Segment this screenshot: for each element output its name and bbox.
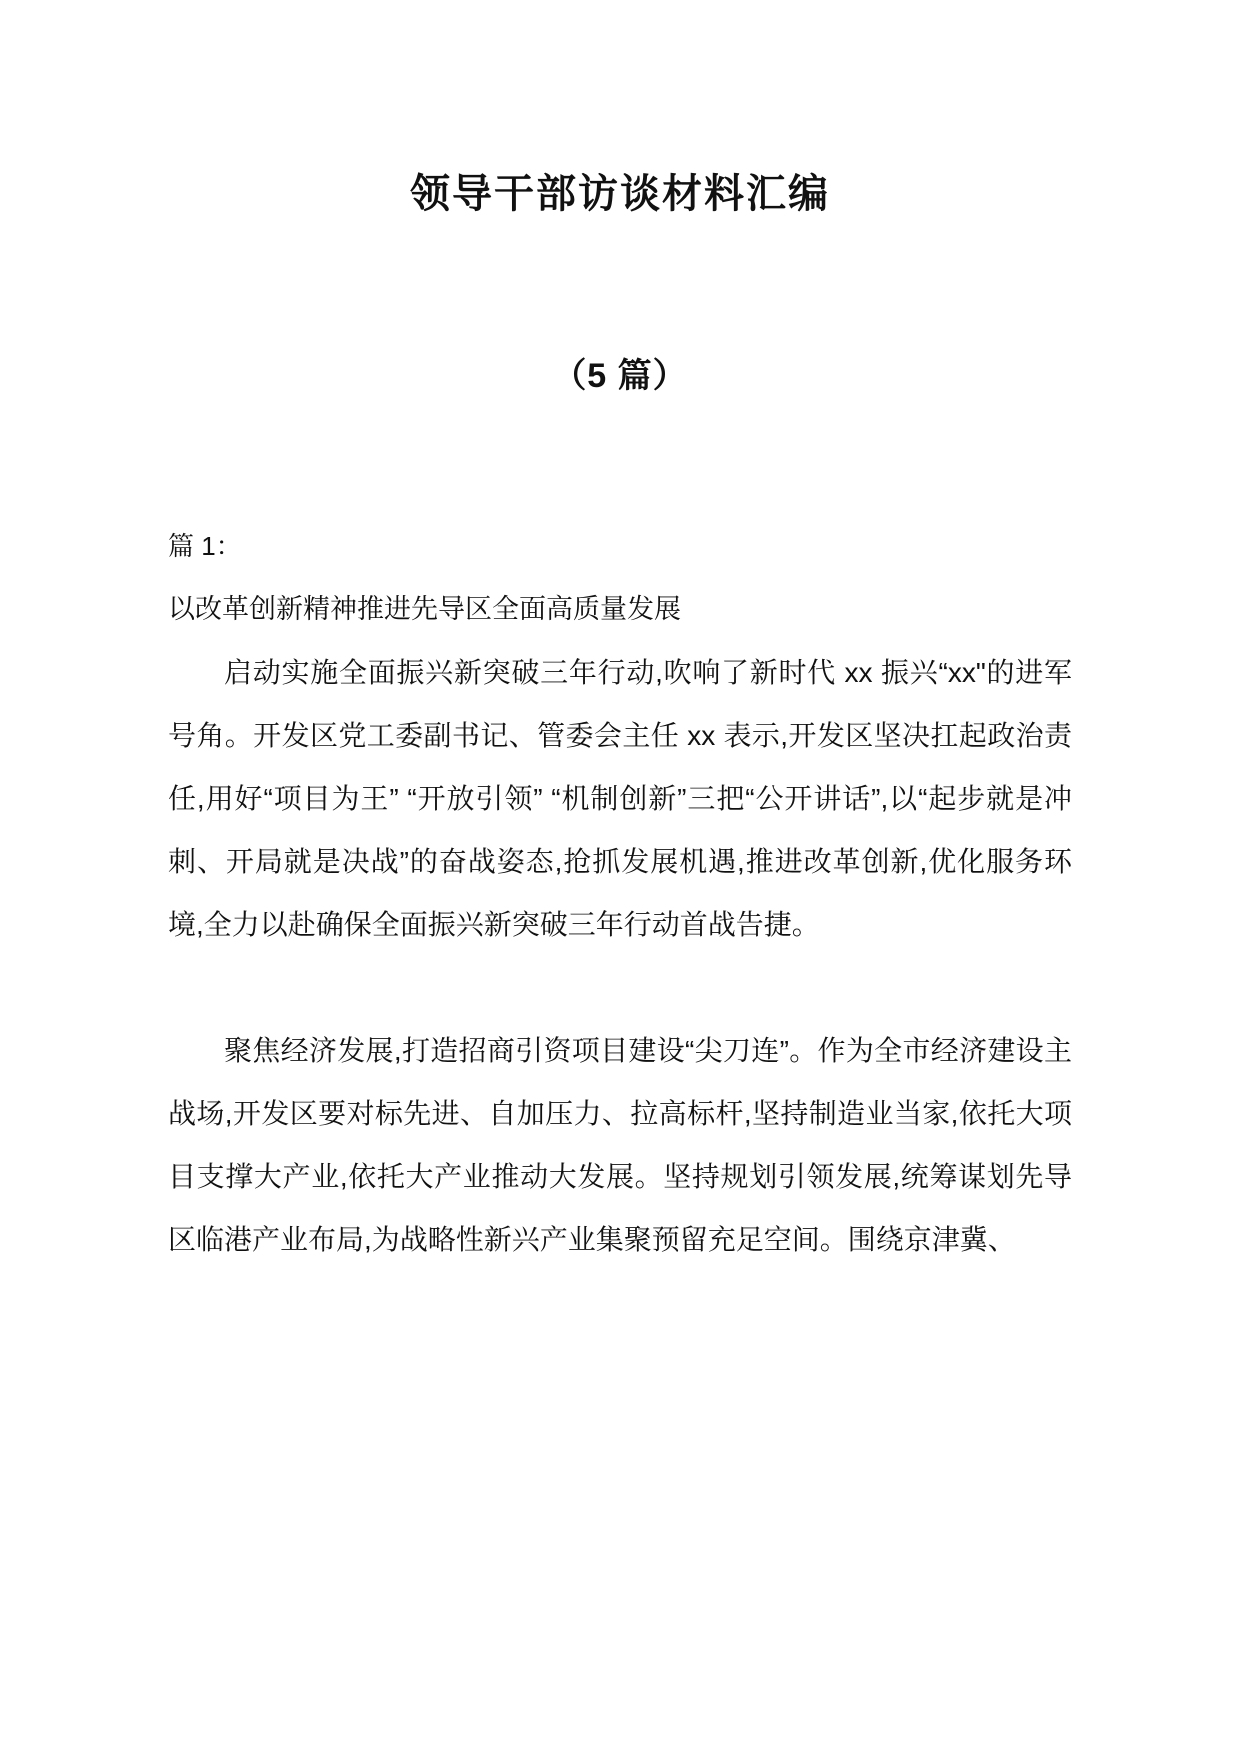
- article-paragraph: 启动实施全面振兴新突破三年行动,吹响了新时代 xx 振兴“xx"的进军号角。开发区党工委副书记、管委会主任 xx 表示,开发区坚决扛起政治责任,用好“项目为王” “开放引领” “机制创新”三把“公开讲话”,以“起步就是冲刺、开局就是决战”的奋战姿态,抢抓发展机遇,推进改革创新,优化服务环境,全力以赴确保全面振兴新突破三年行动首战告捷。: [168, 656, 1072, 940]
- article-heading: 以改革创新精神推进先导区全面高质量发展: [168, 593, 681, 624]
- document-count: （5 篇）: [552, 357, 688, 395]
- article-label: 篇 1：: [168, 530, 242, 561]
- document-title: 领导干部访谈材料汇编: [410, 172, 830, 216]
- document-body: [168, 515, 1072, 1271]
- article-paragraph: 聚焦经济发展,打造招商引资项目建设“尖刀连”。作为全市经济建设主战场,开发区要对标先进、自加压力、拉高标杆,坚持制造业当家,依托大项目支撑大产业,依托大产业推动大发展。坚持规划引领发展,统筹谋划先导区临港产业布局,为战略性新兴产业集聚预留充足空间。围绕京津冀、: [168, 1034, 1072, 1255]
